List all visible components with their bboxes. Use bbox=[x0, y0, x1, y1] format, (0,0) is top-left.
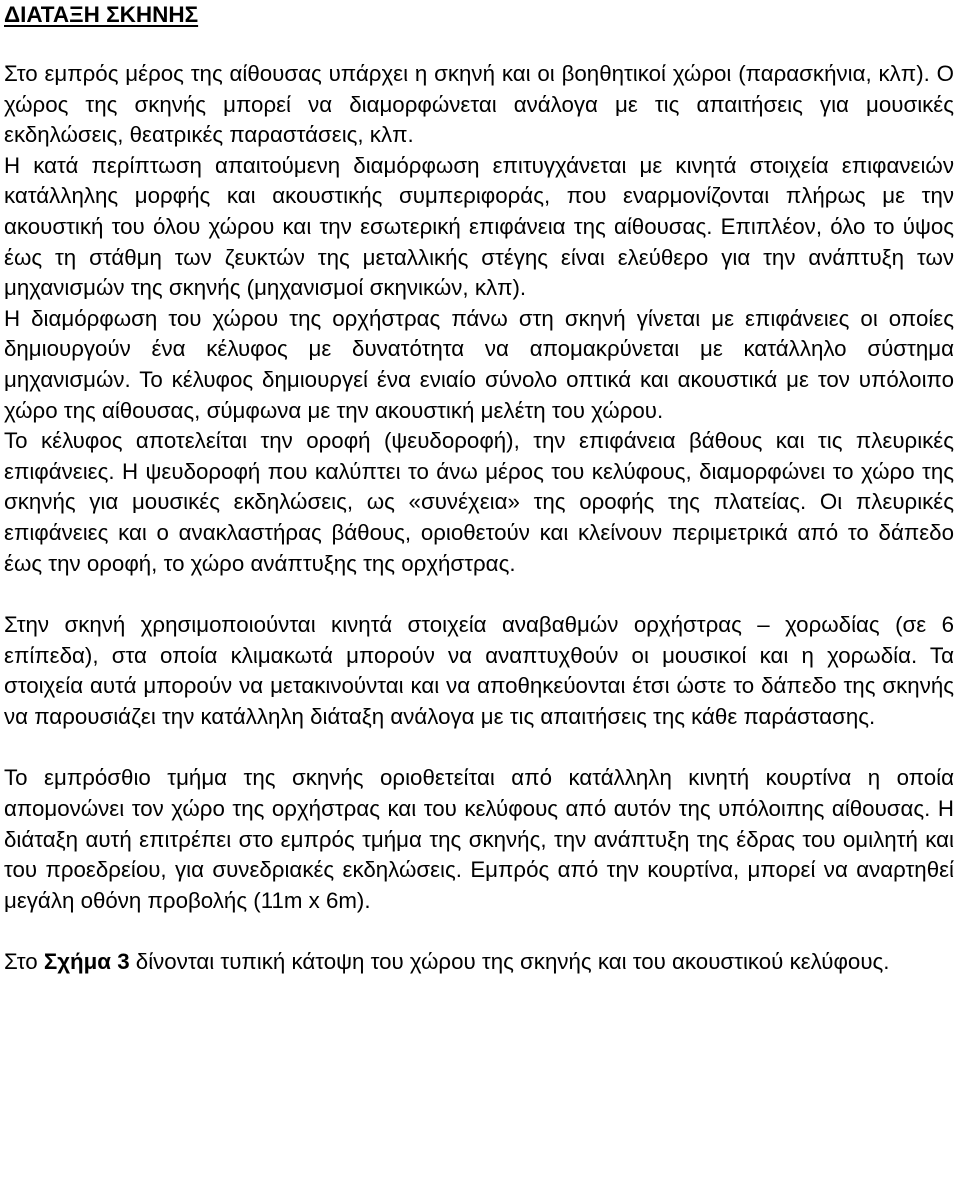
figure-ref-label: Σχήμα 3 bbox=[43, 949, 130, 975]
paragraph-movable-surfaces: Η κατά περίπτωση απαιτούμενη διαμόρφωση επιτυγχάνεται με κινητά στοιχεία επιφανειών κατάλληλης μορφής και ακουστικής συμπεριφοράς, που εναρμονίζονται πλήρως με την ακουστική του όλου χώρου και την εσωτερική επιφάνεια της αίθουσας. Επιπλέον, όλο το ύψος έως τη στάθμη των ζευκτών της μεταλλικής στέγης είναι ελεύθερο για την ανάπτυξη των μηχανισμών της σκηνής (μηχανισμοί σκηνικών, κλπ). bbox=[4, 152, 954, 301]
figure-ref-suffix: δίνονται τυπική κάτοψη του χώρου της σκηνής και του ακουστικού κελύφους. bbox=[129, 949, 890, 975]
paragraph-risers: Στην σκηνή χρησιμοποιούνται κινητά στοιχεία αναβαθμών ορχήστρας – χορωδίας (σε 6 επίπεδα), στα οποία κλιμακωτά μπορούν να αναπτυχθούν οι μουσικοί και η χορωδία. Τα στοιχεία αυτά μπορούν να μετακινούνται και να αποθηκεύονται έτσι ώστε το δάπεδο της σκηνής να παρουσιάζει την κατάλληλη διάταξη ανάλογα με τις απαιτήσεις της κάθε παράστασης. bbox=[4, 612, 954, 729]
paragraph-orchestra-shell: Η διαμόρφωση του χώρου της ορχήστρας πάνω στη σκηνή γίνεται με επιφάνειες οι οποίες δημιουργούν ένα κέλυφος με δυνατότητα να απομακρύνεται με κατάλληλο σύστημα μηχανισμών. Το κέλυφος δημιουργεί ένα ενιαίο σύνολο οπτικά και ακουστικά με τον υπόλοιπο χώρο της αίθουσας, σύμφωνα με την ακουστική μελέτη του χώρου. bbox=[4, 305, 954, 423]
section-heading: ΔΙΑΤΑΞΗ ΣΚΗΝΗΣ bbox=[4, 2, 199, 27]
spacer bbox=[4, 732, 954, 763]
spacer bbox=[4, 30, 954, 59]
paragraph-stage-intro: Στο εμπρός μέρος της αίθουσας υπάρχει η σκηνή και οι βοηθητικοί χώροι (παρασκήνια, κλπ). Ο χώρος της σκηνής μπορεί να διαμορφώνεται ανάλογα με τις απαιτήσεις για μουσικές εκδηλώσεις, θεατρικές παραστάσεις, κλπ. bbox=[4, 61, 954, 148]
figure-ref-prefix: Στο bbox=[4, 949, 44, 975]
paragraph-curtain: Το εμπρόσθιο τμήμα της σκηνής οριοθετείται από κατάλληλη κινητή κουρτίνα η οποία απομονώνει τον χώρο της ορχήστρας και του κελύφους από αυτόν της υπόλοιπης αίθουσας. Η διάταξη αυτή επιτρέπει στο εμπρός τμήμα της σκηνής, την ανάπτυξη της έδρας του ομιλητή και του προεδρείου, για συνεδριακές εκδηλώσεις. Εμπρός από την κουρτίνα, μπορεί να αναρτηθεί μεγάλη οθόνη προβολής (11m x 6m). bbox=[4, 765, 954, 913]
paragraph-shell-composition: Το κέλυφος αποτελείται την οροφή (ψευδοροφή), την επιφάνεια βάθους και τις πλευρικές επιφάνειες. Η ψευδοροφή που καλύπτει το άνω μέρος του κελύφους, διαμορφώνει το χώρο της σκηνής για μουσικές εκδηλώσεις, ως «συνέχεια» της οροφής της πλατείας. Οι πλευρικές επιφάνειες και ο ανακλαστήρας βάθους, οριοθετούν και κλείνουν περιμετρικά από το δάπεδο έως την οροφή, το χώρο ανάπτυξης της ορχήστρας. bbox=[4, 428, 954, 576]
paragraph-figure-reference bbox=[4, 947, 954, 978]
spacer bbox=[4, 916, 954, 947]
spacer bbox=[4, 579, 954, 610]
